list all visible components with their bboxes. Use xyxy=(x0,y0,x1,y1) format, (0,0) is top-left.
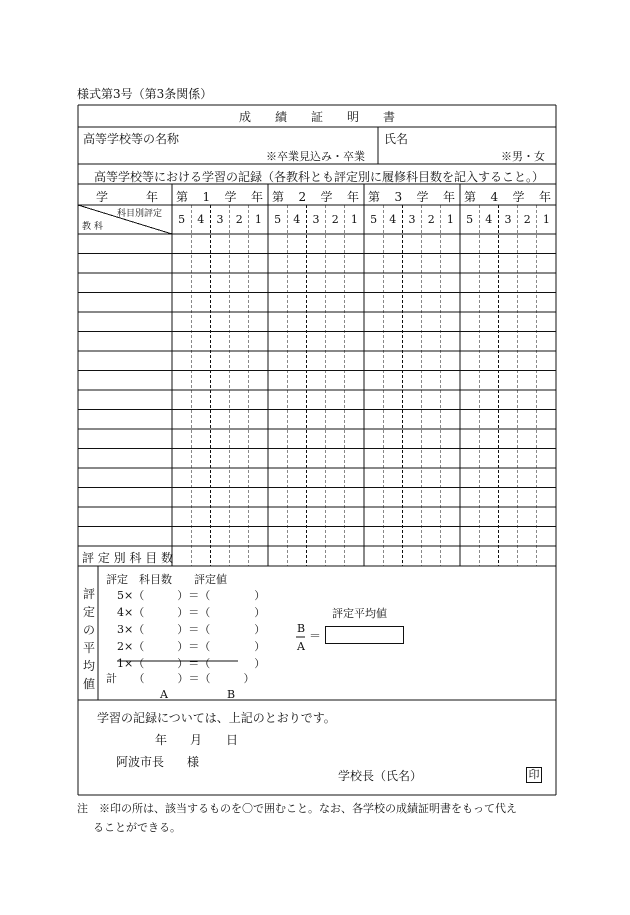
student-name-label: 氏名 xyxy=(384,132,409,146)
average-section-label xyxy=(80,585,98,693)
school-name-label: 高等学校等の名称 xyxy=(83,132,180,146)
rating-digit: 1 xyxy=(254,213,262,226)
calc-row-3: 3×（ ）＝（ ） xyxy=(117,623,266,636)
principal-name-label: 学校長（氏名） xyxy=(338,769,423,783)
year-1-header xyxy=(176,191,263,203)
rating-digit: 2 xyxy=(331,213,339,226)
form-number: 様式第3号（第3条関係） xyxy=(77,87,213,101)
calc-row-1: 1×（ ）＝（ ） xyxy=(117,657,266,670)
rating-digit: 5 xyxy=(370,213,378,226)
rating-digit: 1 xyxy=(446,213,454,226)
calc-header: 評定 科目数 評定値 xyxy=(106,573,227,586)
average-label-char: 平 xyxy=(82,641,95,655)
certification-text: 学習の記録については、上記のとおりです。 xyxy=(97,711,336,725)
year-header-char: 学 xyxy=(416,190,429,204)
rating-digit: 1 xyxy=(542,213,550,226)
year-header-char: 学 xyxy=(224,190,237,204)
date-month-label: 月 xyxy=(190,733,203,747)
year-header-char: 学 xyxy=(512,190,525,204)
average-label-char: 評 xyxy=(82,587,95,601)
grade-header-char: 学 xyxy=(96,190,109,204)
year-header-char: 年 xyxy=(346,190,359,204)
year-header-char: 1 xyxy=(202,190,211,204)
year-header-char: 年 xyxy=(250,190,263,204)
gender-note: ※男・女 xyxy=(501,150,545,163)
calc-row-5: 5×（ ）＝（ ） xyxy=(117,589,266,602)
year-header-char: 第 xyxy=(464,190,477,204)
seal-mark: 印 xyxy=(526,767,542,783)
footnote-line-1: 注 ※印の所は、該当するものを〇で囲むこと。なお、各学校の成績証明書をもって代え xyxy=(77,802,517,815)
year-header-char: 第 xyxy=(272,190,285,204)
rating-digit: 5 xyxy=(178,213,186,226)
calc-row-2: 2×（ ）＝（ ） xyxy=(117,640,266,653)
year-header-char: 3 xyxy=(394,190,403,204)
fraction-numerator: B xyxy=(297,622,306,635)
diagonal-label-rating: 科目別評定 xyxy=(117,209,163,219)
rating-digit: 4 xyxy=(389,213,397,226)
rating-digit: 4 xyxy=(197,213,205,226)
count-row-label: 評 定 別 科 目 数 xyxy=(82,551,174,565)
addressee-honorific: 様 xyxy=(187,755,200,769)
rating-digit: 4 xyxy=(293,213,301,226)
year-2-header xyxy=(272,191,359,203)
total-letter-a: A xyxy=(160,688,168,701)
year-header-char: 年 xyxy=(442,190,455,204)
rating-digit: 1 xyxy=(350,213,358,226)
records-heading: 高等学校等における学習の記録（各教科とも評定別に履修科目数を記入すること。） xyxy=(94,170,545,184)
addressee-mayor: 阿波市長 xyxy=(116,755,165,769)
year-header-char: 第 xyxy=(368,190,381,204)
grade-header-char: 年 xyxy=(145,190,158,204)
rating-digit: 2 xyxy=(235,213,243,226)
average-label-char: 均 xyxy=(82,659,95,673)
diagonal-label-subject: 教 科 xyxy=(82,222,103,232)
rating-digit: 2 xyxy=(523,213,531,226)
rating-digit: 3 xyxy=(312,213,320,226)
grade-header xyxy=(96,191,158,203)
average-label-char: 値 xyxy=(82,677,95,691)
rating-digit: 3 xyxy=(504,213,512,226)
average-value-label: 評定平均値 xyxy=(332,607,387,620)
fraction-equals: ＝ xyxy=(309,629,322,643)
year-4-header xyxy=(464,191,551,203)
rating-digit: 5 xyxy=(274,213,282,226)
year-3-header xyxy=(368,191,455,203)
average-value-box[interactable] xyxy=(325,626,404,644)
graduation-status-note: ※卒業見込み・卒業 xyxy=(266,150,365,163)
year-header-char: 4 xyxy=(490,190,499,204)
rating-digit: 4 xyxy=(485,213,493,226)
calc-row-4: 4×（ ）＝（ ） xyxy=(117,606,266,619)
rating-digit: 5 xyxy=(466,213,474,226)
average-label-char: の xyxy=(82,623,95,637)
date-day-label: 日 xyxy=(226,733,239,747)
average-label-char: 定 xyxy=(82,605,95,619)
year-header-char: 第 xyxy=(176,190,189,204)
form-title: 成 績 証 明 書 xyxy=(238,110,395,124)
year-header-char: 学 xyxy=(320,190,333,204)
calc-total-row: 計 （ ）＝（ ） xyxy=(106,672,255,685)
year-header-char: 年 xyxy=(538,190,551,204)
date-year-label: 年 xyxy=(155,733,168,747)
fraction-denominator: A xyxy=(297,640,305,653)
footnote-line-2: ることができる。 xyxy=(93,821,181,834)
rating-digit: 3 xyxy=(216,213,224,226)
year-header-char: 2 xyxy=(298,190,307,204)
rating-digit: 3 xyxy=(408,213,416,226)
total-letter-b: B xyxy=(227,688,236,701)
rating-digit: 2 xyxy=(427,213,435,226)
